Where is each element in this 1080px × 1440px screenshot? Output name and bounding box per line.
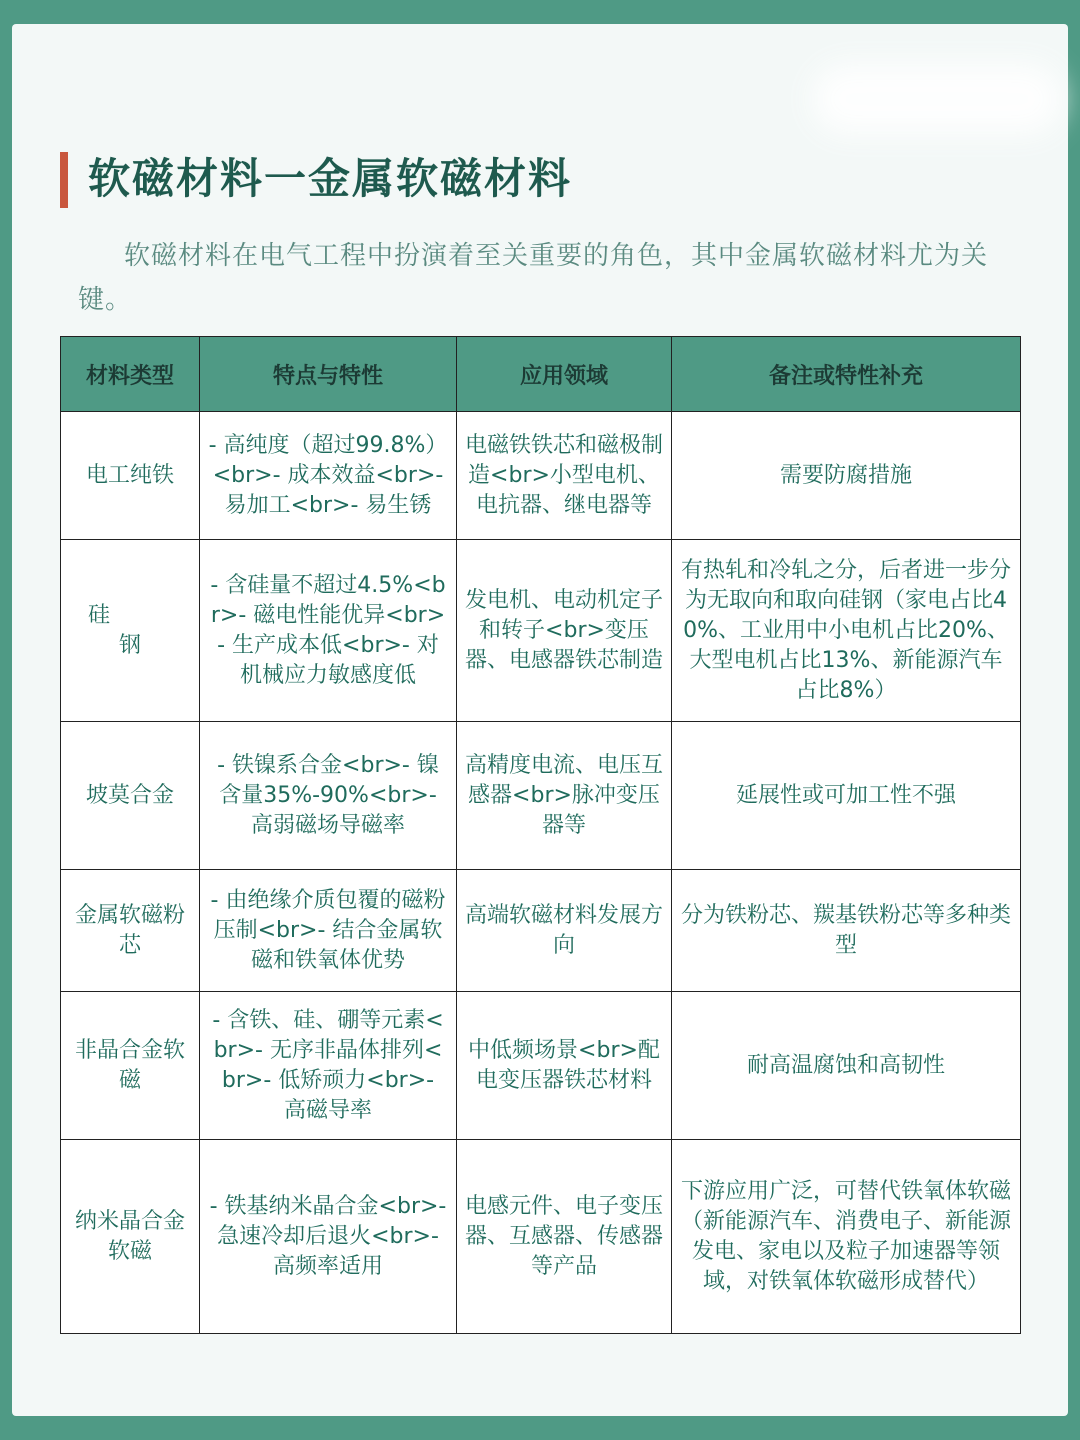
column-header-applications: 应用领域 xyxy=(457,337,672,412)
cell-applications: 高端软磁材料发展方向 xyxy=(457,870,672,992)
cell-applications: 电感元件、电子变压器、互感器、传感器等产品 xyxy=(457,1140,672,1334)
cell-features: - 含硅量不超过4.5%<br>- 磁电性能优异<br>- 生产成本低<br>- 对机械应力敏感度低 xyxy=(200,540,457,722)
cell-features: - 含铁、硅、硼等元素<br>- 无序非晶体排列<br>- 低矫顽力<br>- 高磁导率 xyxy=(200,992,457,1140)
cell-applications: 高精度电流、电压互感器<br>脉冲变压器等 xyxy=(457,722,672,870)
cell-material-type: 金属软磁粉芯 xyxy=(61,870,200,992)
cell-applications: 发电机、电动机定子和转子<br>变压器、电感器铁芯制造 xyxy=(457,540,672,722)
title-accent-bar xyxy=(60,152,68,208)
cell-features: - 铁基纳米晶合金<br>- 急速冷却后退火<br>- 高频率适用 xyxy=(200,1140,457,1334)
cell-features: - 高纯度（超过99.8%）<br>- 成本效益<br>- 易加工<br>- 易生锈 xyxy=(200,412,457,540)
cell-material-type: 纳米晶合金软磁 xyxy=(61,1140,200,1334)
intro-paragraph: 软磁材料在电气工程中扮演着至关重要的角色，其中金属软磁材料尤为关键。 xyxy=(78,241,989,315)
materials-table xyxy=(60,336,1021,1334)
cell-notes: 延展性或可加工性不强 xyxy=(672,722,1021,870)
cell-material-type: 非晶合金软磁 xyxy=(61,992,200,1140)
cell-material-type: 硅钢 xyxy=(61,540,200,722)
cell-notes: 有热轧和冷轧之分，后者进一步分为无取向和取向硅钢（家电占比40%、工业用中小电机占比20%、大型电机占比13%、新能源汽车占比8%） xyxy=(672,540,1021,722)
decorative-glow xyxy=(812,64,1062,134)
table-row xyxy=(61,870,1021,992)
cell-notes: 耐高温腐蚀和高韧性 xyxy=(672,992,1021,1140)
column-header-notes: 备注或特性补充 xyxy=(672,337,1021,412)
cell-material-type: 电工纯铁 xyxy=(61,412,200,540)
cell-applications: 中低频场景<br>配电变压器铁芯材料 xyxy=(457,992,672,1140)
table-header-row xyxy=(61,337,1021,412)
table-row xyxy=(61,412,1021,540)
column-header-type: 材料类型 xyxy=(61,337,200,412)
table-row xyxy=(61,722,1021,870)
cell-notes: 下游应用广泛，可替代铁氧体软磁（新能源汽车、消费电子、新能源发电、家电以及粒子加速器等领域，对铁氧体软磁形成替代） xyxy=(672,1140,1021,1334)
column-header-features: 特点与特性 xyxy=(200,337,457,412)
cell-notes: 需要防腐措施 xyxy=(672,412,1021,540)
table-row xyxy=(61,992,1021,1140)
cell-notes: 分为铁粉芯、羰基铁粉芯等多种类型 xyxy=(672,870,1021,992)
cell-features: - 由绝缘介质包覆的磁粉压制<br>- 结合金属软磁和铁氧体优势 xyxy=(200,870,457,992)
cell-features: - 铁镍系合金<br>- 镍含量35%-90%<br>- 高弱磁场导磁率 xyxy=(200,722,457,870)
cell-applications: 电磁铁铁芯和磁极制造<br>小型电机、电抗器、继电器等 xyxy=(457,412,672,540)
table-row xyxy=(61,1140,1021,1334)
page-title: 软磁材料一金属软磁材料 xyxy=(88,154,573,203)
cell-material-type: 坡莫合金 xyxy=(61,722,200,870)
table-row xyxy=(61,540,1021,722)
